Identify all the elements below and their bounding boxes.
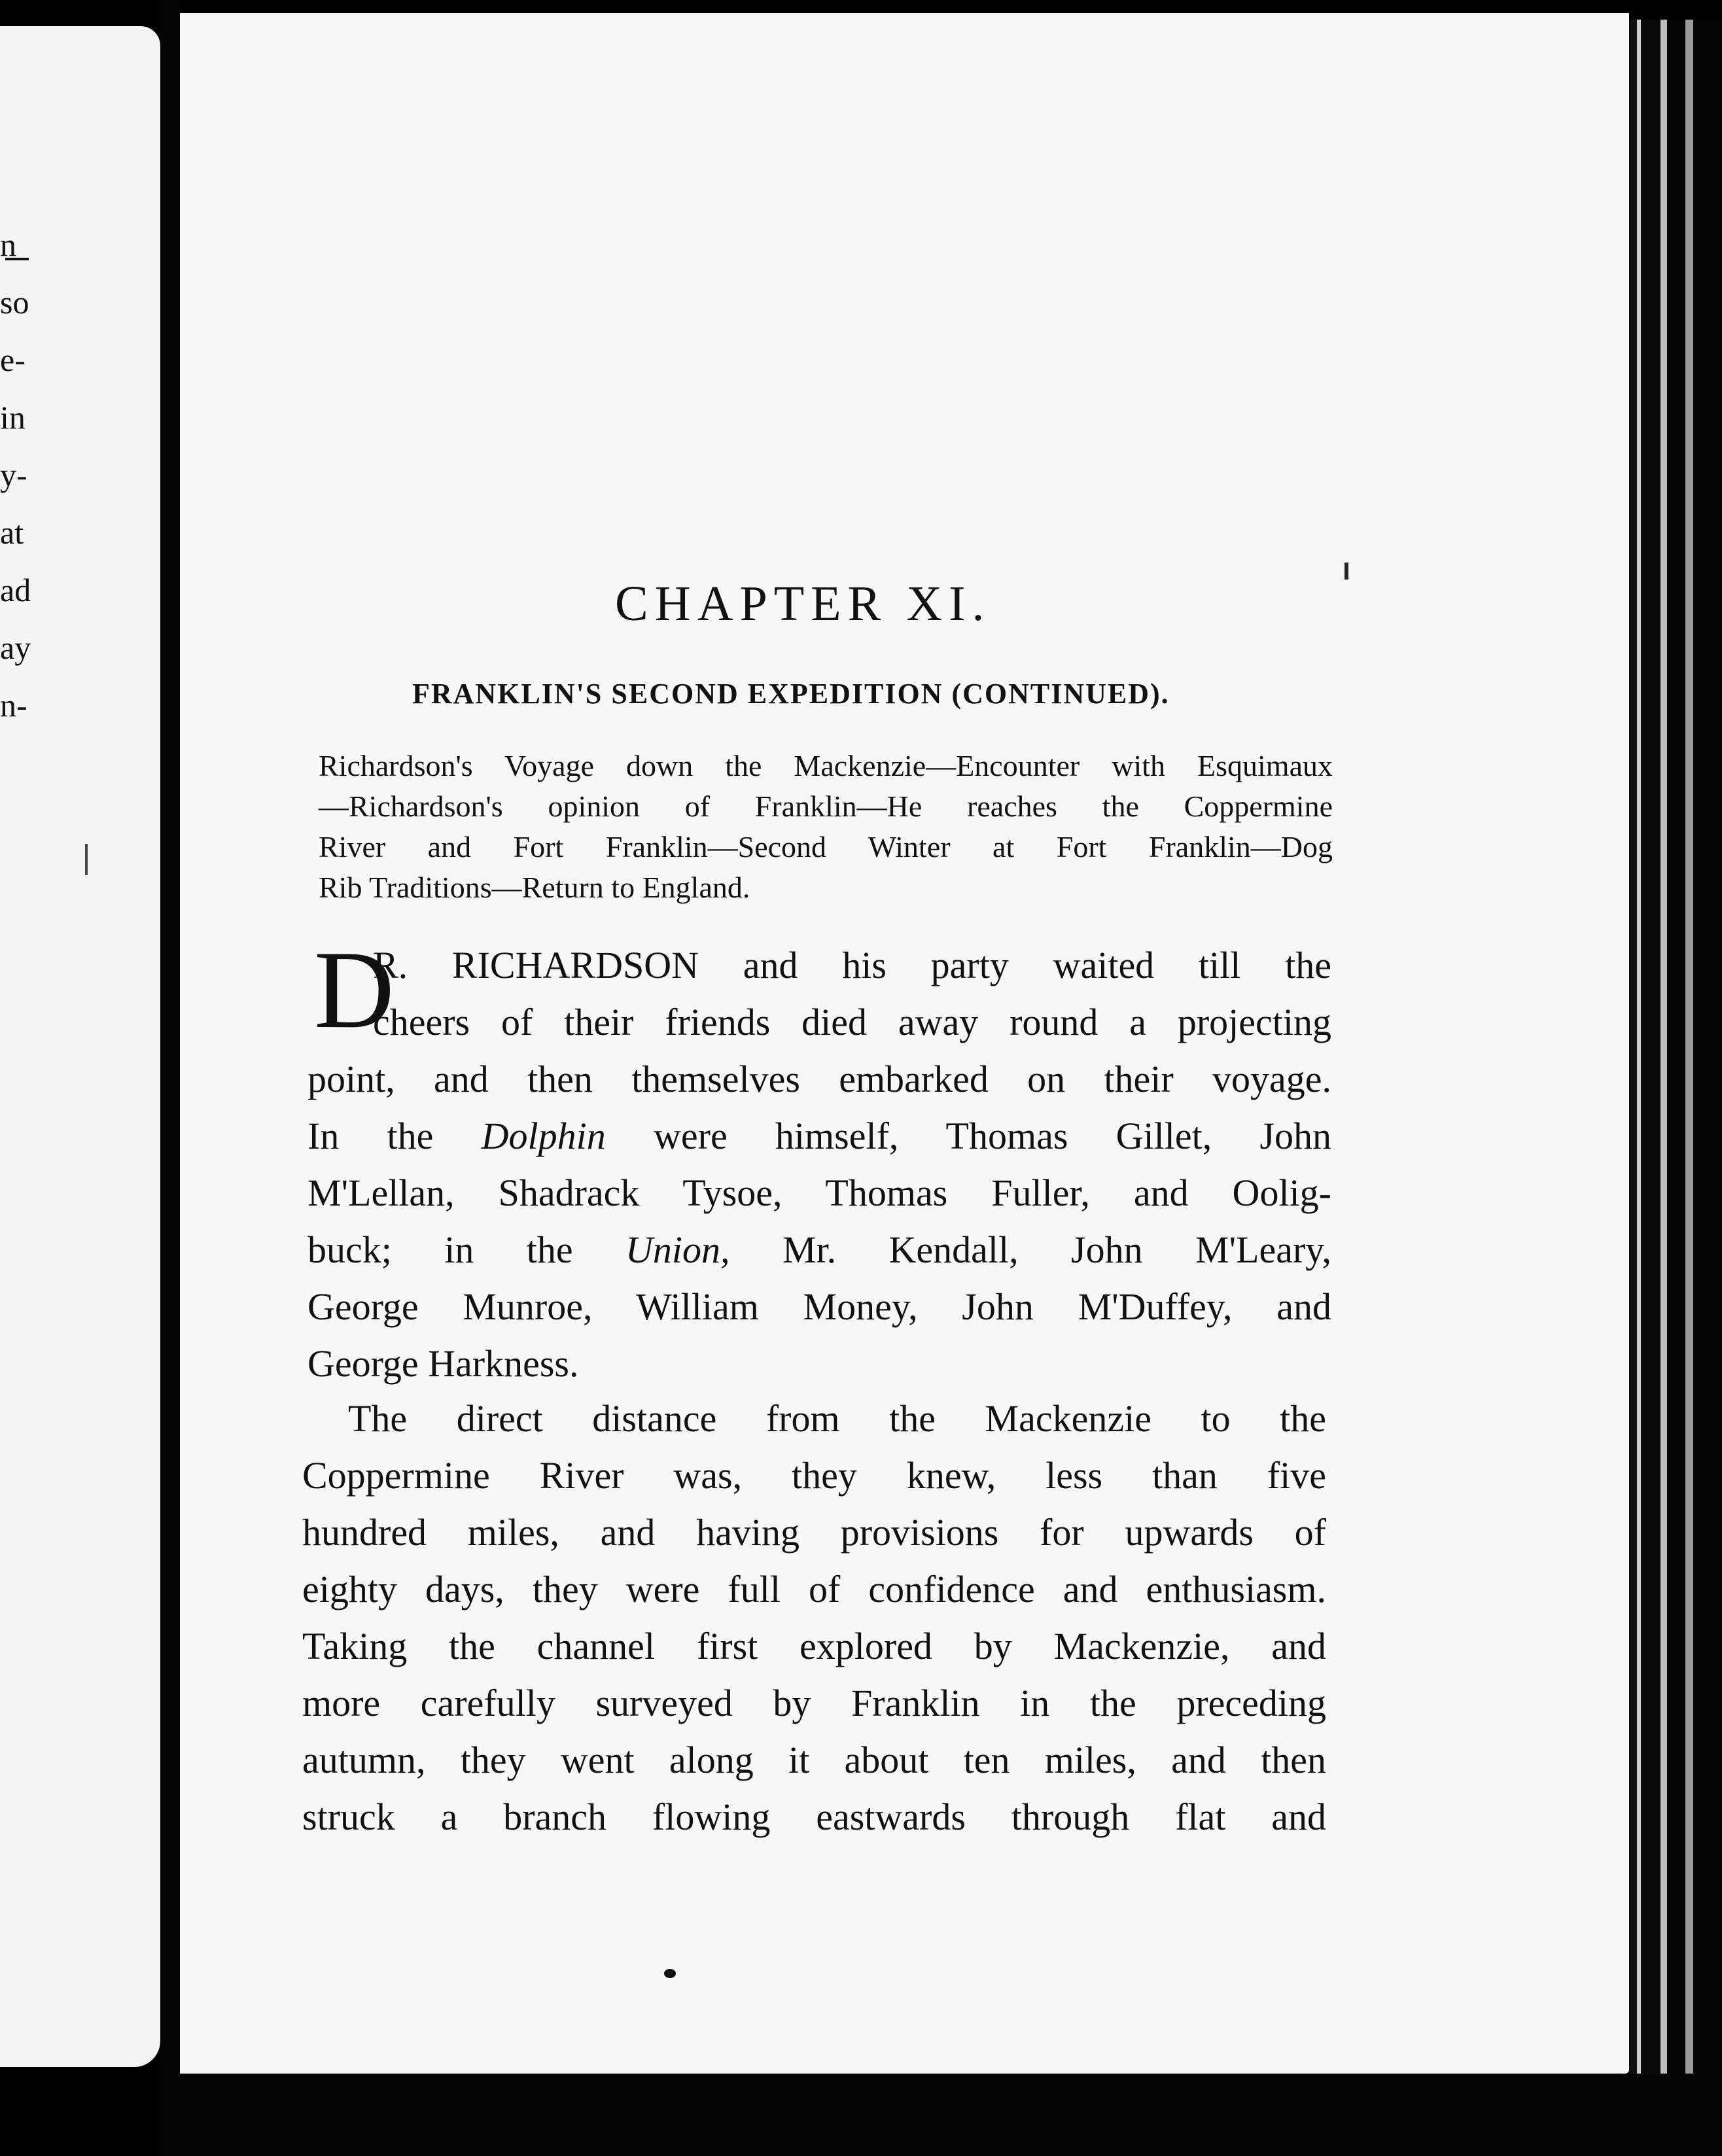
paragraph-line: struck a branch flowing eastwards through flat and xyxy=(302,1796,1326,1838)
text-run: Mr. Kendall, John M'Leary, xyxy=(782,1228,1332,1271)
text-run: buck; in the xyxy=(308,1228,573,1271)
paragraph-line xyxy=(308,1221,1331,1278)
synopsis-line: —Richardson's opinion of Franklin—He reaches the Coppermine xyxy=(319,790,1333,823)
synopsis-line: Richardson's Voyage down the Mackenzie—Encounter with Esquimaux xyxy=(319,749,1333,782)
left-page-fragments xyxy=(0,216,39,734)
paragraph-line: autumn, they went along it about ten miles, and then xyxy=(302,1739,1326,1781)
paragraph-line: R. RICHARDSON and his party waited till the xyxy=(373,944,1331,986)
left-fragment: n- xyxy=(0,687,27,723)
chapter-title: CHAPTER XI. xyxy=(615,576,991,631)
bottom-shadow xyxy=(160,2074,1722,2156)
paragraph-line: point, and then themselves embarked on their voyage. xyxy=(308,1058,1331,1100)
print-speck xyxy=(1344,563,1348,580)
text-run: In the xyxy=(308,1115,434,1157)
paragraph-line: hundred miles, and having provisions for upwards of xyxy=(302,1511,1326,1554)
left-fragment: e- xyxy=(0,341,26,378)
paragraph-line: The direct distance from the Mackenzie to the xyxy=(348,1397,1326,1440)
paragraph-line: more carefully surveyed by Franklin in the preceding xyxy=(302,1682,1326,1724)
left-fragment: y- xyxy=(0,457,27,493)
paragraph-line: eighty days, they were full of confidence and enthusiasm. xyxy=(302,1568,1326,1610)
left-fragment: ad xyxy=(0,572,31,608)
drop-cap: D xyxy=(314,928,395,1051)
paragraph-line: George Munroe, William Money, John M'Duffey, and xyxy=(308,1285,1331,1328)
chapter-subtitle: FRANKLIN'S SECOND EXPEDITION (CONTINUED). xyxy=(412,678,1170,710)
text-run: were himself, Thomas Gillet, John xyxy=(654,1115,1332,1157)
print-speck xyxy=(664,1969,676,1978)
paragraph-line: Taking the channel first explored by Mackenzie, and xyxy=(302,1625,1326,1667)
left-fragment: ay xyxy=(0,629,31,666)
left-fragment: n xyxy=(0,226,16,263)
paragraph-line: George Harkness. xyxy=(308,1342,579,1385)
left-fragment: at xyxy=(0,514,24,551)
left-fragment: so xyxy=(0,284,29,321)
synopsis-line: River and Fort Franklin—Second Winter at Fort Franklin—Dog xyxy=(319,830,1333,863)
paragraph-1 xyxy=(308,937,1331,1392)
paragraph-line xyxy=(308,1107,1331,1164)
page-edge-stripes xyxy=(1629,0,1722,2156)
paragraph-line: M'Lellan, Shadrack Tysoe, Thomas Fuller, and Oolig- xyxy=(308,1172,1331,1214)
ship-name-union: Union, xyxy=(625,1228,730,1271)
paragraph-line: Coppermine River was, they knew, less than five xyxy=(302,1454,1326,1497)
chapter-synopsis xyxy=(319,746,1333,908)
paragraph-line: cheers of their friends died away round a projecting xyxy=(373,1001,1331,1043)
paragraph-2 xyxy=(302,1390,1326,1845)
left-fragment: in xyxy=(0,399,26,436)
left-page xyxy=(0,26,160,2067)
book-gutter xyxy=(160,0,180,2156)
synopsis-line: Rib Traditions—Return to England. xyxy=(319,871,750,904)
print-speck xyxy=(85,844,88,875)
ship-name-dolphin: Dolphin xyxy=(481,1115,606,1157)
